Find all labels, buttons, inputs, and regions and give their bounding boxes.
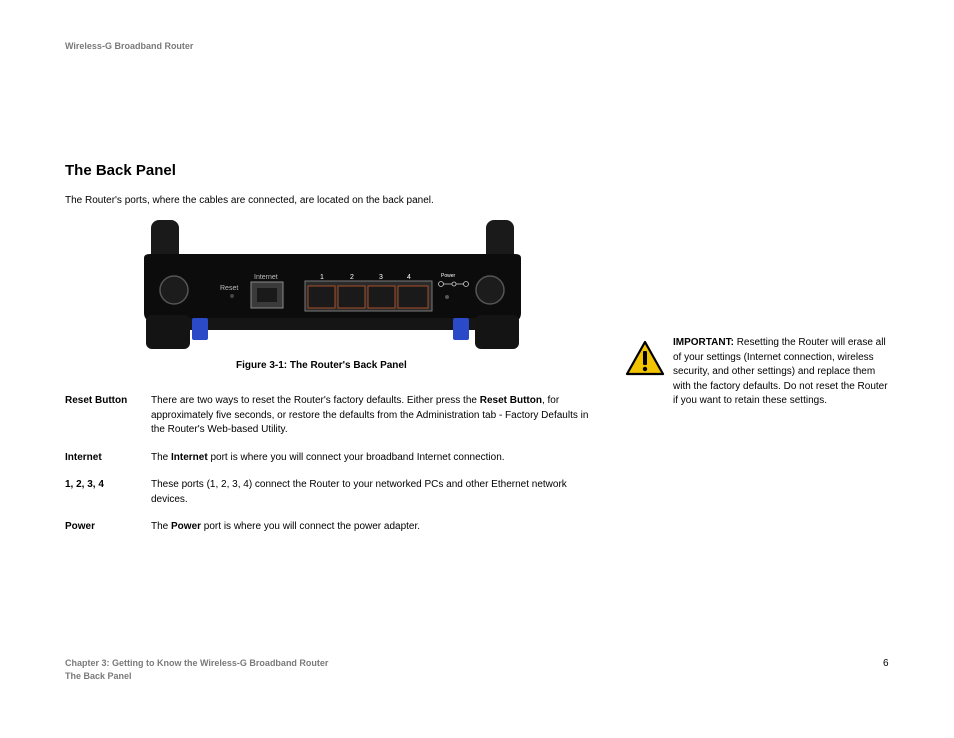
important-text: Resetting the Router will erase all of your settings (Internet connection, wireless security, and other settings) and replace them with the factory defaults. Do not reset the Router if you want to retain these settings. <box>673 337 888 406</box>
right-foot-blue <box>453 318 469 340</box>
lan-port-3 <box>368 286 395 308</box>
lan-port-4 <box>398 286 428 308</box>
definition-description: The Internet port is where you will connect your broadband Internet connection. <box>151 451 505 463</box>
figure-caption: Figure 3-1: The Router's Back Panel <box>236 360 407 371</box>
definition-reset-button <box>65 394 595 438</box>
definition-lan-ports <box>65 478 595 507</box>
footer-section: The Back Panel <box>65 670 132 681</box>
definition-term: Internet <box>65 451 102 463</box>
definition-description: There are two ways to reset the Router's factory defaults. Either press the Reset Button, for approximately five seconds, or restore the defaults from the Administration tab - Factory Defaults in the Router's Web-based Utility. <box>151 395 589 435</box>
section-intro: The Router's ports, where the cables are connected, are located on the back panel. <box>65 195 434 206</box>
definition-internet <box>65 451 595 466</box>
router-back-panel-image <box>140 218 525 353</box>
lan-port-1 <box>308 286 335 308</box>
port-4-label: 4 <box>407 274 411 281</box>
definition-term: Reset Button <box>65 395 128 406</box>
definition-description: The Power port is where you will connect the power adapter. <box>151 521 421 532</box>
reset-hole <box>230 294 234 298</box>
page-footer <box>65 657 328 682</box>
power-jack <box>445 295 449 299</box>
definition-power <box>65 520 595 535</box>
section-title: The Back Panel <box>65 162 176 179</box>
internet-label: Internet <box>254 274 278 281</box>
left-antenna-base <box>160 276 188 304</box>
router-underside <box>162 318 502 330</box>
important-label: IMPORTANT: <box>673 337 734 348</box>
port-1-label: 1 <box>320 274 324 281</box>
power-label: Power <box>441 273 456 279</box>
footer-chapter: Chapter 3: Getting to Know the Wireless-G Broadband Router <box>65 658 329 668</box>
left-foot <box>146 315 190 349</box>
warning-triangle-icon <box>625 340 665 376</box>
definition-description: These ports (1, 2, 3, 4) connect the Router to your networked PCs and other Ethernet network devices. <box>151 479 567 505</box>
port-3-label: 3 <box>379 274 383 281</box>
definition-term: Power <box>65 521 96 532</box>
port-definitions <box>65 394 595 548</box>
right-foot <box>475 315 519 349</box>
right-antenna-base <box>476 276 504 304</box>
running-header: Wireless-G Broadband Router <box>65 41 194 51</box>
reset-label: Reset <box>220 285 239 292</box>
definition-term: 1, 2, 3, 4 <box>65 479 104 490</box>
page-number: 6 <box>883 658 889 669</box>
important-note <box>673 336 891 409</box>
port-2-label: 2 <box>350 274 354 281</box>
left-foot-blue <box>192 318 208 340</box>
lan-port-2 <box>338 286 365 308</box>
